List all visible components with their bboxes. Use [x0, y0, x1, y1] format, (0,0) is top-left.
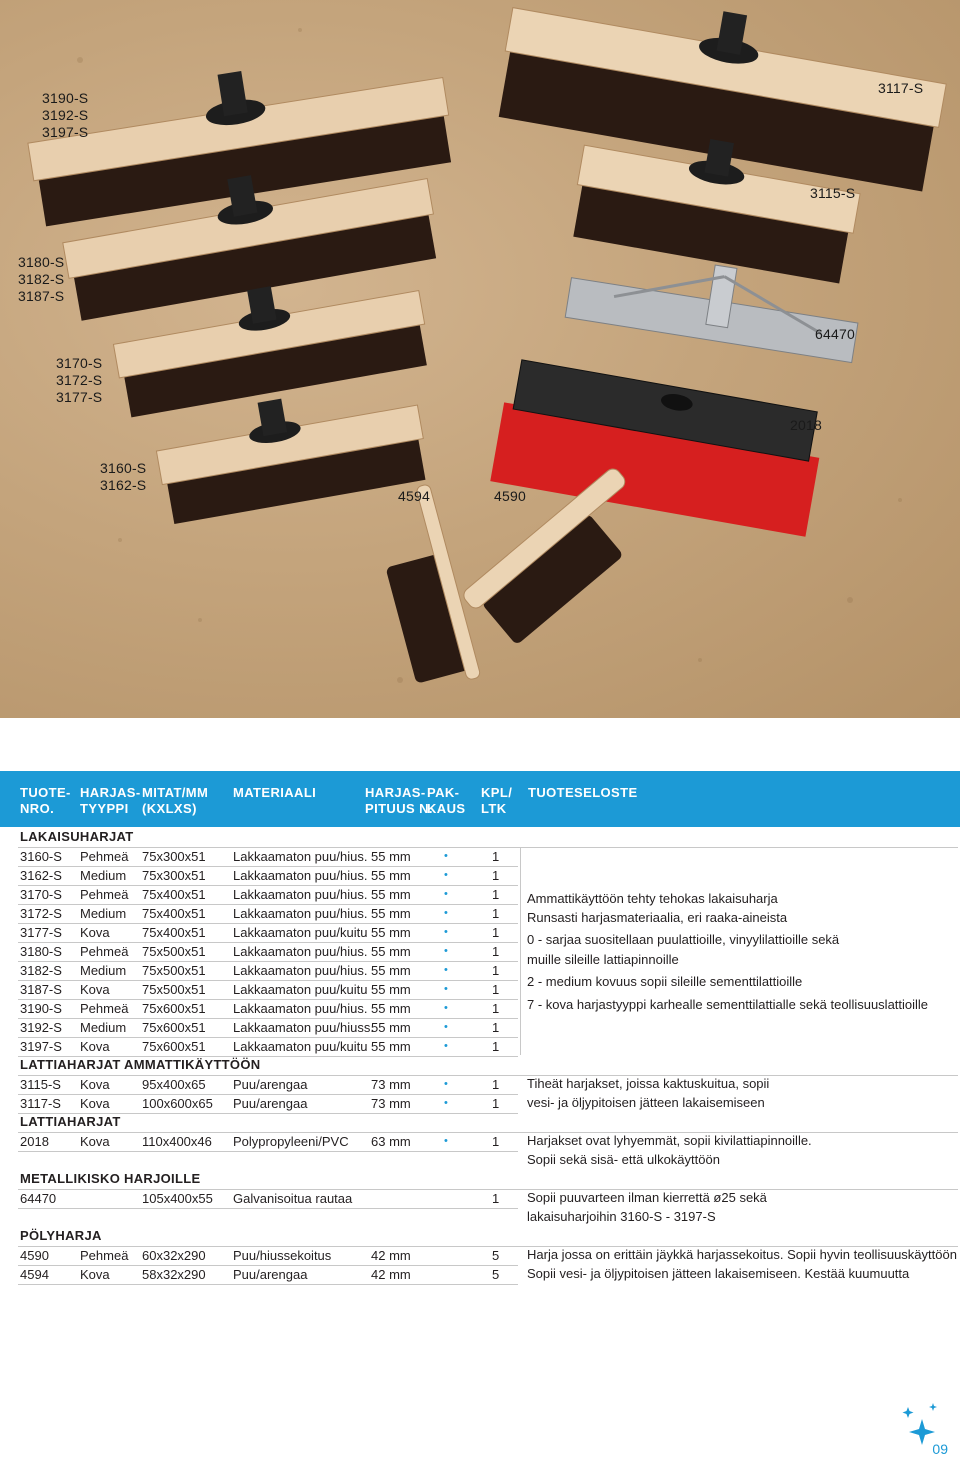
cell-pit: 55 mm [371, 868, 411, 883]
cell-mitat: 75x400x51 [142, 906, 206, 921]
table-row [0, 866, 960, 885]
cell-tyyppi: Kova [80, 925, 110, 940]
cell-mat: Lakkaamaton puu/kuitu [233, 925, 368, 940]
photo-label-64470: 64470 [815, 326, 855, 342]
cell-pak: • [444, 1135, 448, 1147]
photo-label-3160: 3160-S 3162-S [100, 460, 147, 493]
photo-label-4590: 4590 [494, 488, 526, 504]
section-lattiaharjat: LATTIAHARJAT [20, 1114, 121, 1129]
cell-mat: Puu/arengaa [233, 1096, 308, 1111]
cell-mat: Lakkaamaton puu/hius. [233, 887, 368, 902]
cell-mitat: 105x400x55 [142, 1191, 213, 1206]
cell-nro: 3117-S [20, 1096, 61, 1111]
col-harjastyyppi: HARJAS- TYYPPI [80, 785, 141, 816]
cell-nro: 3177-S [20, 925, 62, 940]
cell-mat: Lakkaamaton puu/hius. [233, 906, 368, 921]
cell-pit: 55 mm [371, 906, 411, 921]
cell-kpl: 1 [492, 1039, 500, 1054]
cell-pit: 55 mm [371, 982, 411, 997]
cell-kpl: 1 [492, 982, 500, 997]
section-lakaisuharjat: LAKAISUHARJAT [20, 829, 134, 844]
cell-mitat: 75x500x51 [142, 944, 206, 959]
page-number: 09 [932, 1441, 948, 1457]
photo-label-4594: 4594 [398, 488, 430, 504]
cell-kpl: 1 [492, 1096, 500, 1111]
cell-nro: 3160-S [20, 849, 62, 864]
cell-pak: • [444, 1040, 448, 1052]
photo-label-3117: 3117-S [878, 80, 924, 96]
cell-pak: • [444, 1097, 448, 1109]
cell-kpl: 1 [492, 963, 500, 978]
cell-nro: 3162-S [20, 868, 62, 883]
table-row [0, 1075, 960, 1094]
cell-mat: Lakkaamaton puu/hius. [233, 849, 368, 864]
cell-nro: 3190-S [20, 1001, 62, 1016]
cell-mat: Puu/arengaa [233, 1267, 308, 1282]
cell-nro: 64470 [20, 1191, 57, 1206]
cell-kpl: 1 [492, 944, 500, 959]
table-row [0, 847, 960, 866]
cell-nro: 3170-S [20, 887, 62, 902]
desc-lakaisuharja-2: Runsasti harjasmateriaalia, eri raaka-aineista [527, 910, 788, 925]
cell-nro: 3197-S [20, 1039, 62, 1054]
cell-tyyppi: Kova [80, 1096, 110, 1111]
cell-mat: Polypropyleeni/PVC [233, 1134, 349, 1149]
col-pakkaus: PAK- KAUS [427, 785, 466, 816]
cell-mitat: 100x600x65 [142, 1096, 213, 1111]
cell-mat: Lakkaamaton puu/hius. [233, 868, 368, 883]
cell-tyyppi: Pehmeä [80, 849, 129, 864]
divider [18, 1132, 958, 1133]
cell-kpl: 1 [492, 868, 500, 883]
cell-mat: Puu/arengaa [233, 1077, 308, 1092]
cell-mitat: 95x400x65 [142, 1077, 206, 1092]
col-tuote: TUOTE- NRO. [20, 785, 71, 816]
desc-2018-2: Sopii sekä sisä- että ulkokäyttöön [527, 1152, 720, 1167]
cell-pit: 63 mm [371, 1134, 411, 1149]
desc-lakaisuharja-3: 0 - sarjaa suositellaan puulattioille, vinyylilattioille sekä [527, 932, 840, 947]
desc-lakaisuharja-4: muille sileille lattiapinnoille [527, 952, 679, 967]
cell-kpl: 1 [492, 887, 500, 902]
desc-3115: Tiheät harjakset, joissa kaktuskuitua, sopii [527, 1076, 770, 1091]
cell-pit: 55 mm [371, 925, 411, 940]
desc-2018-1: Harjakset ovat lyhyemmät, sopii kivilattiapinnoille. [527, 1133, 812, 1148]
col-mitat: MITAT/MM (KXLXS) [142, 785, 209, 816]
cell-mitat: 75x300x51 [142, 849, 206, 864]
cell-mitat: 110x400x46 [142, 1134, 212, 1149]
cell-pit: 55 mm [371, 1001, 411, 1016]
cell-mitat: 75x600x51 [142, 1020, 206, 1035]
photo-label-2018: 2018 [790, 417, 822, 433]
divider-vertical [520, 847, 521, 1055]
cell-tyyppi: Kova [80, 1267, 110, 1282]
cell-pit: 42 mm [371, 1248, 411, 1263]
cell-mitat: 75x500x51 [142, 963, 206, 978]
cell-pit: 55 mm [371, 1039, 411, 1054]
cell-nro: 3180-S [20, 944, 62, 959]
table-row [0, 961, 960, 980]
desc-lakaisuharja-1: Ammattikäyttöön tehty tehokas lakaisuharja [527, 891, 778, 906]
cell-nro: 4594 [20, 1267, 49, 1282]
brush-2018 [490, 358, 827, 537]
cell-nro: 4590 [20, 1248, 49, 1263]
photo-label-3180: 3180-S 3182-S 3187-S [18, 254, 65, 304]
row-divider [18, 1208, 518, 1209]
col-harjaspituus: HARJAS- PITUUS N. [365, 785, 433, 816]
cell-mat: Lakkaamaton puu/hiuss. [233, 1020, 374, 1035]
row-divider [18, 1284, 518, 1285]
cell-pit: 55 mm [371, 1020, 411, 1035]
cell-mat: Galvanisoitua rautaa [233, 1191, 353, 1206]
photo-label-3115: 3115-S [810, 185, 856, 201]
section-metallikisko: METALLIKISKO HARJOILLE [20, 1171, 201, 1186]
cell-pak: • [444, 888, 448, 900]
cell-mitat: 60x32x290 [142, 1248, 206, 1263]
cell-mat: Lakkaamaton puu/hius. [233, 963, 368, 978]
cell-tyyppi: Pehmeä [80, 887, 129, 902]
desc-4590: Harja jossa on erittäin jäykkä harjassekoitus. Sopii hyvin teollisuuskäyttöön [527, 1247, 957, 1262]
product-photo [0, 0, 960, 718]
desc-3117: vesi- ja öljypitoisen jätteen lakaisemiseen [527, 1095, 765, 1110]
cell-mat: Puu/hiussekoitus [233, 1248, 332, 1263]
desc-lakaisuharja-6: 7 - kova harjastyyppi karhealle sementtilattialle sekä teollisuuslattioille [527, 997, 929, 1012]
brushes-illustration [0, 0, 960, 718]
cell-kpl: 1 [492, 1134, 500, 1149]
cell-pit: 55 mm [371, 944, 411, 959]
cell-pit: 55 mm [371, 963, 411, 978]
table-row [0, 1132, 960, 1151]
section-polyharja: PÖLYHARJA [20, 1228, 102, 1243]
divider [18, 1189, 958, 1190]
cell-mitat: 58x32x290 [142, 1267, 206, 1282]
cell-pit: 55 mm [371, 849, 411, 864]
cell-pit: 55 mm [371, 887, 411, 902]
cell-nro: 3172-S [20, 906, 62, 921]
cell-kpl: 1 [492, 1020, 500, 1035]
cell-kpl: 1 [492, 1191, 500, 1206]
cell-mitat: 75x500x51 [142, 982, 206, 997]
cell-kpl: 1 [492, 906, 500, 921]
cell-tyyppi: Kova [80, 1134, 110, 1149]
cell-tyyppi: Medium [80, 868, 127, 883]
table-row [0, 885, 960, 904]
section-lattiaharjat-ammattikayttoon: LATTIAHARJAT AMMATTIKÄYTTÖÖN [20, 1057, 261, 1072]
cell-mitat: 75x600x51 [142, 1001, 206, 1016]
desc-64470-2: lakaisuharjoihin 3160-S - 3197-S [527, 1209, 716, 1224]
cell-pak: • [444, 945, 448, 957]
divider [18, 847, 958, 848]
cell-pak: • [444, 1021, 448, 1033]
table-row [0, 1018, 960, 1037]
cell-pak: • [444, 1002, 448, 1014]
cell-pit: 73 mm [371, 1077, 411, 1092]
row-divider [18, 1056, 518, 1057]
table-row [0, 904, 960, 923]
cell-pak: • [444, 964, 448, 976]
photo-label-3170: 3170-S 3172-S 3177-S [56, 355, 103, 405]
hand-brush-4594 [367, 484, 481, 694]
cell-mat: Lakkaamaton puu/hius. [233, 944, 368, 959]
cell-mat: Lakkaamaton puu/kuitu [233, 982, 368, 997]
table-row [0, 1189, 960, 1208]
table-row [0, 1094, 960, 1113]
cell-tyyppi: Medium [80, 1020, 127, 1035]
desc-64470-1: Sopii puuvarteen ilman kierrettä ø25 sekä [527, 1190, 767, 1205]
cell-nro: 3192-S [20, 1020, 62, 1035]
cell-tyyppi: Kova [80, 1077, 110, 1092]
cell-mat: Lakkaamaton puu/kuitu [233, 1039, 368, 1054]
cell-nro: 3115-S [20, 1077, 61, 1092]
cell-mitat: 75x400x51 [142, 887, 206, 902]
photo-label-3190: 3190-S 3192-S 3197-S [42, 90, 89, 140]
cell-mitat: 75x400x51 [142, 925, 206, 940]
cell-mitat: 75x600x51 [142, 1039, 206, 1054]
cell-nro: 2018 [20, 1134, 49, 1149]
table-row [0, 1037, 960, 1056]
cell-tyyppi: Medium [80, 906, 127, 921]
cell-pak: • [444, 1078, 448, 1090]
cell-pak: • [444, 983, 448, 995]
row-divider [18, 1151, 518, 1152]
cell-nro: 3182-S [20, 963, 62, 978]
cell-pak: • [444, 926, 448, 938]
desc-4594: Sopii vesi- ja öljypitoisen jätteen lakaisemiseen. Kestää kuumuutta [527, 1266, 910, 1281]
cell-tyyppi: Pehmeä [80, 944, 129, 959]
cell-pit: 42 mm [371, 1267, 411, 1282]
cell-tyyppi: Pehmeä [80, 1001, 129, 1016]
cell-pak: • [444, 850, 448, 862]
cell-tyyppi: Kova [80, 1039, 110, 1054]
cell-kpl: 1 [492, 849, 500, 864]
cell-pak: • [444, 907, 448, 919]
cell-tyyppi: Medium [80, 963, 127, 978]
cell-mat: Lakkaamaton puu/hius. [233, 1001, 368, 1016]
cell-pak: • [444, 869, 448, 881]
cell-kpl: 5 [492, 1248, 500, 1263]
row-divider [18, 1113, 518, 1114]
cell-tyyppi: Pehmeä [80, 1248, 129, 1263]
cell-pit: 73 mm [371, 1096, 411, 1111]
cell-mitat: 75x300x51 [142, 868, 206, 883]
col-tuoteseloste: TUOTESELOSTE [528, 785, 638, 800]
col-materiaali: MATERIAALI [233, 785, 317, 800]
divider [18, 1075, 958, 1076]
cell-kpl: 5 [492, 1267, 500, 1282]
cell-kpl: 1 [492, 1077, 500, 1092]
table-header [0, 771, 960, 827]
cell-kpl: 1 [492, 925, 500, 940]
col-kpl: KPL/ LTK [481, 785, 513, 816]
cell-nro: 3187-S [20, 982, 62, 997]
cell-tyyppi: Kova [80, 982, 110, 997]
cell-kpl: 1 [492, 1001, 500, 1016]
desc-lakaisuharja-5: 2 - medium kovuus sopii sileille sementtilattioille [527, 974, 803, 989]
